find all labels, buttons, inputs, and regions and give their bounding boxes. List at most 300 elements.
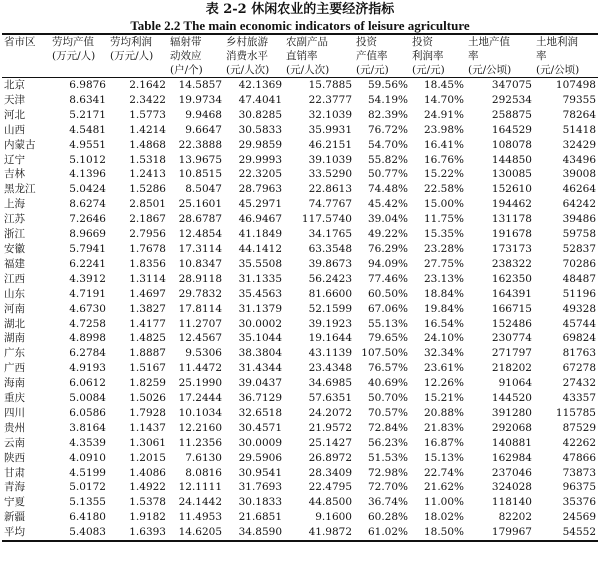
value-cell: 18.45% (423, 79, 464, 91)
value-cell: 5.0424 (69, 183, 106, 196)
table-row (2, 242, 598, 257)
value-cell: 28.9118 (178, 272, 222, 285)
value-cell: 16.76% (423, 153, 464, 166)
value-cell: 32.34% (423, 347, 464, 360)
value-cell: 5.0084 (69, 392, 106, 405)
header-cell: 农副产品 (284, 34, 354, 49)
value-cell: 36.74% (367, 496, 408, 509)
value-cell: 40.69% (367, 377, 408, 390)
table-body (2, 78, 598, 542)
value-cell: 57.6351 (308, 392, 352, 405)
value-cell: 11.4472 (178, 362, 222, 375)
value-cell: 1.4086 (129, 466, 166, 479)
table-row (2, 436, 598, 451)
value-cell: 23.98% (423, 123, 464, 136)
value-cell: 9.5306 (185, 347, 222, 360)
value-cell: 5.4083 (50, 525, 108, 541)
value-cell: 15.22% (423, 168, 464, 181)
region-cell: 广西 (4, 362, 25, 375)
region-cell: 陕西 (4, 451, 25, 464)
table-row (2, 212, 598, 227)
value-cell: 56.23% (367, 436, 408, 449)
table-row (2, 317, 598, 332)
value-cell: 16.54% (423, 317, 464, 330)
table-row (2, 331, 598, 346)
value-cell: 46264 (562, 183, 596, 196)
value-cell: 56.2423 (308, 272, 352, 285)
value-cell: 45.42% (367, 198, 408, 211)
header-row-2 (2, 49, 598, 63)
value-cell: 27432 (562, 377, 596, 390)
value-cell: 4.7191 (69, 287, 106, 300)
region-cell: 辽宁 (4, 153, 25, 166)
value-cell: 35376 (562, 496, 596, 509)
value-cell: 32.6518 (238, 406, 282, 419)
value-cell: 4.0910 (69, 451, 106, 464)
table-row (2, 346, 598, 361)
value-cell: 72.84% (367, 421, 408, 434)
value-cell: 31.7693 (238, 481, 282, 494)
value-cell: 28.6787 (178, 213, 222, 226)
value-cell: 28.7963 (238, 183, 282, 196)
region-cell: 内蒙古 (4, 138, 36, 151)
table-row (2, 391, 598, 406)
value-cell: 23.13% (423, 272, 464, 285)
value-cell: 82202 (498, 511, 532, 524)
value-cell: 87529 (562, 421, 596, 434)
value-cell: 21.6851 (238, 511, 282, 524)
value-cell: 18.02% (423, 511, 464, 524)
table-row (2, 93, 598, 108)
table-row (2, 108, 598, 123)
value-cell: 81.6600 (308, 287, 352, 300)
region-cell: 重庆 (4, 392, 25, 405)
value-cell: 31.1335 (238, 272, 282, 285)
table-row (2, 376, 598, 391)
value-cell: 4.5199 (69, 466, 106, 479)
value-cell: 130085 (491, 168, 532, 181)
value-cell: 74.7767 (308, 198, 352, 211)
table-row (2, 182, 598, 197)
value-cell: 48487 (562, 272, 596, 285)
value-cell: 131178 (491, 213, 532, 226)
value-cell: 22.74% (423, 466, 464, 479)
region-cell: 海南 (4, 377, 25, 390)
value-cell: 79.65% (367, 332, 408, 345)
value-cell: 51196 (562, 287, 596, 300)
value-cell: 4.9551 (69, 138, 106, 151)
value-cell: 36.7129 (238, 392, 282, 405)
value-cell: 12.4567 (178, 332, 222, 345)
value-cell: 54.19% (367, 93, 408, 106)
region-cell: 平均 (2, 525, 50, 541)
value-cell: 35.4563 (238, 287, 282, 300)
value-cell: 24.10% (423, 332, 464, 345)
value-cell: 67.06% (367, 302, 408, 315)
value-cell: 32.1039 (308, 108, 352, 121)
value-cell: 24569 (562, 511, 596, 524)
value-cell: 41.1849 (238, 228, 282, 241)
value-cell: 4.1396 (69, 168, 106, 181)
value-cell: 14.6205 (168, 525, 224, 541)
table-row (2, 123, 598, 138)
header-cell: 消费水平 (226, 50, 268, 62)
value-cell: 194462 (491, 198, 532, 211)
table-row (2, 287, 598, 302)
value-cell: 94.09% (367, 257, 408, 270)
value-cell: 4.6730 (69, 302, 106, 315)
value-cell: 29.9993 (238, 153, 282, 166)
value-cell: 258875 (491, 108, 532, 121)
value-cell: 5.1355 (69, 496, 106, 509)
table-row (2, 451, 598, 466)
region-cell: 浙江 (4, 228, 25, 241)
value-cell: 73873 (562, 466, 596, 479)
value-cell: 7.6130 (185, 451, 222, 464)
value-cell: 1.2015 (129, 451, 166, 464)
header-cell: 劳均利润 (108, 34, 168, 49)
value-cell: 324028 (491, 481, 532, 494)
value-cell: 30.8285 (238, 108, 282, 121)
value-cell: 22.3888 (178, 138, 222, 151)
value-cell: 218202 (491, 362, 532, 375)
value-cell: 14.70% (423, 93, 464, 106)
value-cell: 164391 (491, 287, 532, 300)
value-cell: 2.8501 (129, 198, 166, 211)
value-cell: 34.8590 (224, 525, 284, 541)
value-cell: 28.3409 (308, 466, 352, 479)
value-cell: 1.3114 (129, 272, 166, 285)
value-cell: 15.00% (423, 198, 464, 211)
table-header (2, 34, 598, 78)
header-cell: 产值率 (356, 50, 388, 62)
value-cell: 1.6393 (108, 525, 168, 541)
value-cell: 74.48% (367, 183, 408, 196)
table-title-chinese: 表 2-2 休闲农业的主要经济指标 (205, 2, 395, 17)
value-cell: 24.2072 (308, 406, 352, 419)
value-cell: 10.1034 (178, 406, 222, 419)
value-cell: 118140 (491, 496, 532, 509)
table-row (2, 138, 598, 153)
value-cell: 8.0816 (185, 466, 222, 479)
region-cell: 新疆 (4, 511, 25, 524)
value-cell: 19.84% (423, 302, 464, 315)
value-cell: 23.28% (423, 242, 464, 255)
region-cell: 宁夏 (4, 496, 25, 509)
value-cell: 38.3804 (238, 347, 282, 360)
value-cell: 4.9193 (69, 362, 106, 375)
value-cell: 5.1012 (69, 153, 106, 166)
value-cell: 9.9468 (185, 108, 222, 121)
value-cell: 29.7832 (178, 287, 222, 300)
value-cell: 54552 (534, 525, 598, 541)
value-cell: 17.3114 (178, 242, 222, 255)
value-cell: 77.46% (367, 272, 408, 285)
value-cell: 60.50% (367, 287, 408, 300)
value-cell: 15.7885 (308, 79, 352, 91)
value-cell: 1.5773 (129, 108, 166, 121)
header-cell: (元/公顷) (466, 63, 534, 78)
value-cell: 69824 (562, 332, 596, 345)
value-cell: 11.00% (423, 496, 464, 509)
value-cell: 271797 (491, 347, 532, 360)
value-cell: 1.5026 (129, 392, 166, 405)
table-row (2, 466, 598, 481)
value-cell: 12.4854 (178, 228, 222, 241)
region-cell: 四川 (4, 406, 25, 419)
value-cell: 19.1644 (308, 332, 352, 345)
value-cell: 2.7956 (129, 228, 166, 241)
value-cell: 1.5167 (129, 362, 166, 375)
header-cell: (元/元) (410, 63, 466, 78)
value-cell: 6.2784 (69, 347, 106, 360)
header-row-1 (2, 34, 598, 49)
header-cell: 辐射带 (168, 34, 224, 49)
value-cell: 30.0002 (238, 317, 282, 330)
value-cell: 23.61% (423, 362, 464, 375)
value-cell: 152486 (491, 317, 532, 330)
value-cell: 1.5378 (129, 496, 166, 509)
value-cell: 1.4697 (129, 287, 166, 300)
value-cell: 39.0437 (238, 377, 282, 390)
value-cell: 1.2413 (129, 168, 166, 181)
table-row (2, 406, 598, 421)
region-cell: 湖北 (4, 317, 25, 330)
region-cell: 安徽 (4, 242, 25, 255)
value-cell: 5.0172 (69, 481, 106, 494)
value-cell: 391280 (491, 406, 532, 419)
value-cell: 52837 (562, 242, 596, 255)
value-cell: 76.29% (367, 242, 408, 255)
value-cell: 46.2151 (308, 138, 352, 151)
table-row (2, 302, 598, 317)
value-cell: 6.4180 (69, 511, 106, 524)
value-cell: 117.5740 (301, 213, 352, 226)
value-cell: 30.5833 (238, 123, 282, 136)
value-cell: 107.50% (361, 347, 408, 360)
value-cell: 21.9572 (308, 421, 352, 434)
header-cell: 投资 (410, 34, 466, 49)
region-cell: 山西 (4, 123, 25, 136)
value-cell: 21.62% (423, 481, 464, 494)
region-cell: 河北 (4, 108, 25, 121)
value-cell: 10.8515 (178, 168, 222, 181)
value-cell: 17.2444 (178, 392, 222, 405)
header-cell: 动效应 (170, 50, 202, 62)
value-cell: 30.9541 (238, 466, 282, 479)
value-cell: 33.5290 (308, 168, 352, 181)
value-cell: 179967 (466, 525, 534, 541)
value-cell: 292068 (491, 421, 532, 434)
value-cell: 4.8998 (69, 332, 106, 345)
value-cell: 1.8259 (129, 377, 166, 390)
value-cell: 39.8673 (308, 257, 352, 270)
value-cell: 51.53% (367, 451, 408, 464)
value-cell: 1.8356 (129, 257, 166, 270)
value-cell: 30.1833 (238, 496, 282, 509)
value-cell: 44.8500 (308, 496, 352, 509)
economic-indicators-table (2, 33, 598, 542)
header-cell: (万元/人) (52, 50, 96, 62)
value-cell: 11.2707 (178, 317, 222, 330)
value-cell: 91064 (498, 377, 532, 390)
table-row (2, 167, 598, 182)
value-cell: 6.2241 (69, 257, 106, 270)
value-cell: 70.57% (367, 406, 408, 419)
value-cell: 31.1379 (238, 302, 282, 315)
value-cell: 9.6647 (185, 123, 222, 136)
value-cell: 50.77% (367, 168, 408, 181)
header-row-3 (2, 63, 598, 78)
value-cell: 49.22% (367, 228, 408, 241)
value-cell: 30.0009 (238, 436, 282, 449)
value-cell: 144520 (491, 392, 532, 405)
header-cell: 投资 (354, 34, 410, 49)
header-cell: 省市区 (2, 34, 50, 49)
table-row (2, 480, 598, 495)
value-cell: 81763 (562, 347, 596, 360)
value-cell: 6.9876 (69, 79, 106, 91)
value-cell: 1.4177 (129, 317, 166, 330)
value-cell: 5.7941 (69, 242, 106, 255)
value-cell: 14.5857 (178, 79, 222, 91)
value-cell: 25.1990 (178, 377, 222, 390)
value-cell: 27.75% (423, 257, 464, 270)
value-cell: 107498 (555, 79, 596, 91)
region-cell: 天津 (4, 93, 25, 106)
value-cell: 47866 (562, 451, 596, 464)
value-cell: 29.9859 (238, 138, 282, 151)
table-row (2, 257, 598, 272)
value-cell: 173173 (491, 242, 532, 255)
value-cell: 162350 (491, 272, 532, 285)
value-cell: 2.1867 (129, 213, 166, 226)
value-cell: 15.13% (423, 451, 464, 464)
header-cell (2, 63, 50, 78)
value-cell: 8.9669 (69, 228, 106, 241)
value-cell: 9.1600 (315, 511, 352, 524)
table-row (2, 227, 598, 242)
region-cell: 云南 (4, 436, 25, 449)
value-cell: 43357 (562, 392, 596, 405)
value-cell: 35.1044 (238, 332, 282, 345)
value-cell: 63.3548 (308, 242, 352, 255)
header-cell: 利润率 (412, 50, 444, 62)
value-cell: 60.28% (367, 511, 408, 524)
value-cell: 55.82% (367, 153, 408, 166)
value-cell: 45.2971 (238, 198, 282, 211)
value-cell: 115785 (555, 406, 596, 419)
header-cell: (元/人次) (284, 63, 354, 78)
value-cell: 6.0586 (69, 406, 106, 419)
value-cell: 16.87% (423, 436, 464, 449)
header-cell (50, 63, 108, 78)
value-cell: 21.83% (423, 421, 464, 434)
value-cell: 78264 (562, 108, 596, 121)
value-cell: 49328 (562, 302, 596, 315)
region-cell: 广东 (4, 347, 25, 360)
value-cell: 144850 (491, 153, 532, 166)
value-cell: 1.4214 (129, 123, 166, 136)
header-cell: (元/元) (354, 63, 410, 78)
value-cell: 13.9675 (178, 153, 222, 166)
value-cell: 4.5481 (69, 123, 106, 136)
value-cell: 19.9734 (178, 93, 222, 106)
header-cell (2, 49, 50, 63)
value-cell: 54.70% (367, 138, 408, 151)
value-cell: 34.1765 (308, 228, 352, 241)
value-cell: 4.3912 (69, 272, 106, 285)
value-cell: 11.4953 (178, 511, 222, 524)
value-cell: 35.9931 (308, 123, 352, 136)
value-cell: 25.1427 (308, 436, 352, 449)
table-row (2, 361, 598, 376)
value-cell: 1.8887 (129, 347, 166, 360)
value-cell: 82.39% (367, 108, 408, 121)
region-cell: 上海 (4, 198, 25, 211)
value-cell: 43.1139 (308, 347, 352, 360)
value-cell: 24.1442 (178, 496, 222, 509)
region-cell: 吉林 (4, 168, 25, 181)
value-cell: 22.4795 (308, 481, 352, 494)
value-cell: 43496 (562, 153, 596, 166)
value-cell: 22.3777 (308, 93, 352, 106)
value-cell: 39008 (562, 168, 596, 181)
value-cell: 42262 (562, 436, 596, 449)
value-cell: 1.3061 (129, 436, 166, 449)
region-cell: 甘肃 (4, 466, 25, 479)
region-cell: 福建 (4, 257, 25, 270)
value-cell: 22.58% (423, 183, 464, 196)
region-cell: 湖南 (4, 332, 25, 345)
value-cell: 55.13% (367, 317, 408, 330)
value-cell: 15.35% (423, 228, 464, 241)
table-row (2, 78, 598, 93)
value-cell: 10.8347 (178, 257, 222, 270)
table-row (2, 495, 598, 510)
value-cell: 1.7928 (129, 406, 166, 419)
region-cell: 山东 (4, 287, 25, 300)
value-cell: 59758 (562, 228, 596, 241)
region-cell: 河南 (4, 302, 25, 315)
value-cell: 39.04% (367, 213, 408, 226)
value-cell: 15.21% (423, 392, 464, 405)
value-cell: 29.5906 (238, 451, 282, 464)
value-cell: 5.2171 (69, 108, 106, 121)
header-cell: 直销率 (286, 50, 318, 62)
value-cell: 8.6341 (69, 93, 106, 106)
table-row (2, 525, 598, 541)
header-cell: 劳均产值 (50, 34, 108, 49)
value-cell: 20.88% (423, 406, 464, 419)
region-cell: 青海 (4, 481, 25, 494)
value-cell: 61.02% (354, 525, 410, 541)
value-cell: 1.4868 (129, 138, 166, 151)
value-cell: 18.84% (423, 287, 464, 300)
header-cell: (元/人次) (224, 63, 284, 78)
value-cell: 34.6985 (308, 377, 352, 390)
value-cell: 4.7258 (69, 317, 106, 330)
header-cell: 率 (536, 50, 547, 62)
table-row (2, 510, 598, 525)
value-cell: 166715 (491, 302, 532, 315)
value-cell: 42.1369 (238, 79, 282, 91)
header-cell: (户/个) (168, 63, 224, 78)
value-cell: 191678 (491, 228, 532, 241)
value-cell: 24.91% (423, 108, 464, 121)
value-cell: 76.57% (367, 362, 408, 375)
value-cell: 76.72% (367, 123, 408, 136)
